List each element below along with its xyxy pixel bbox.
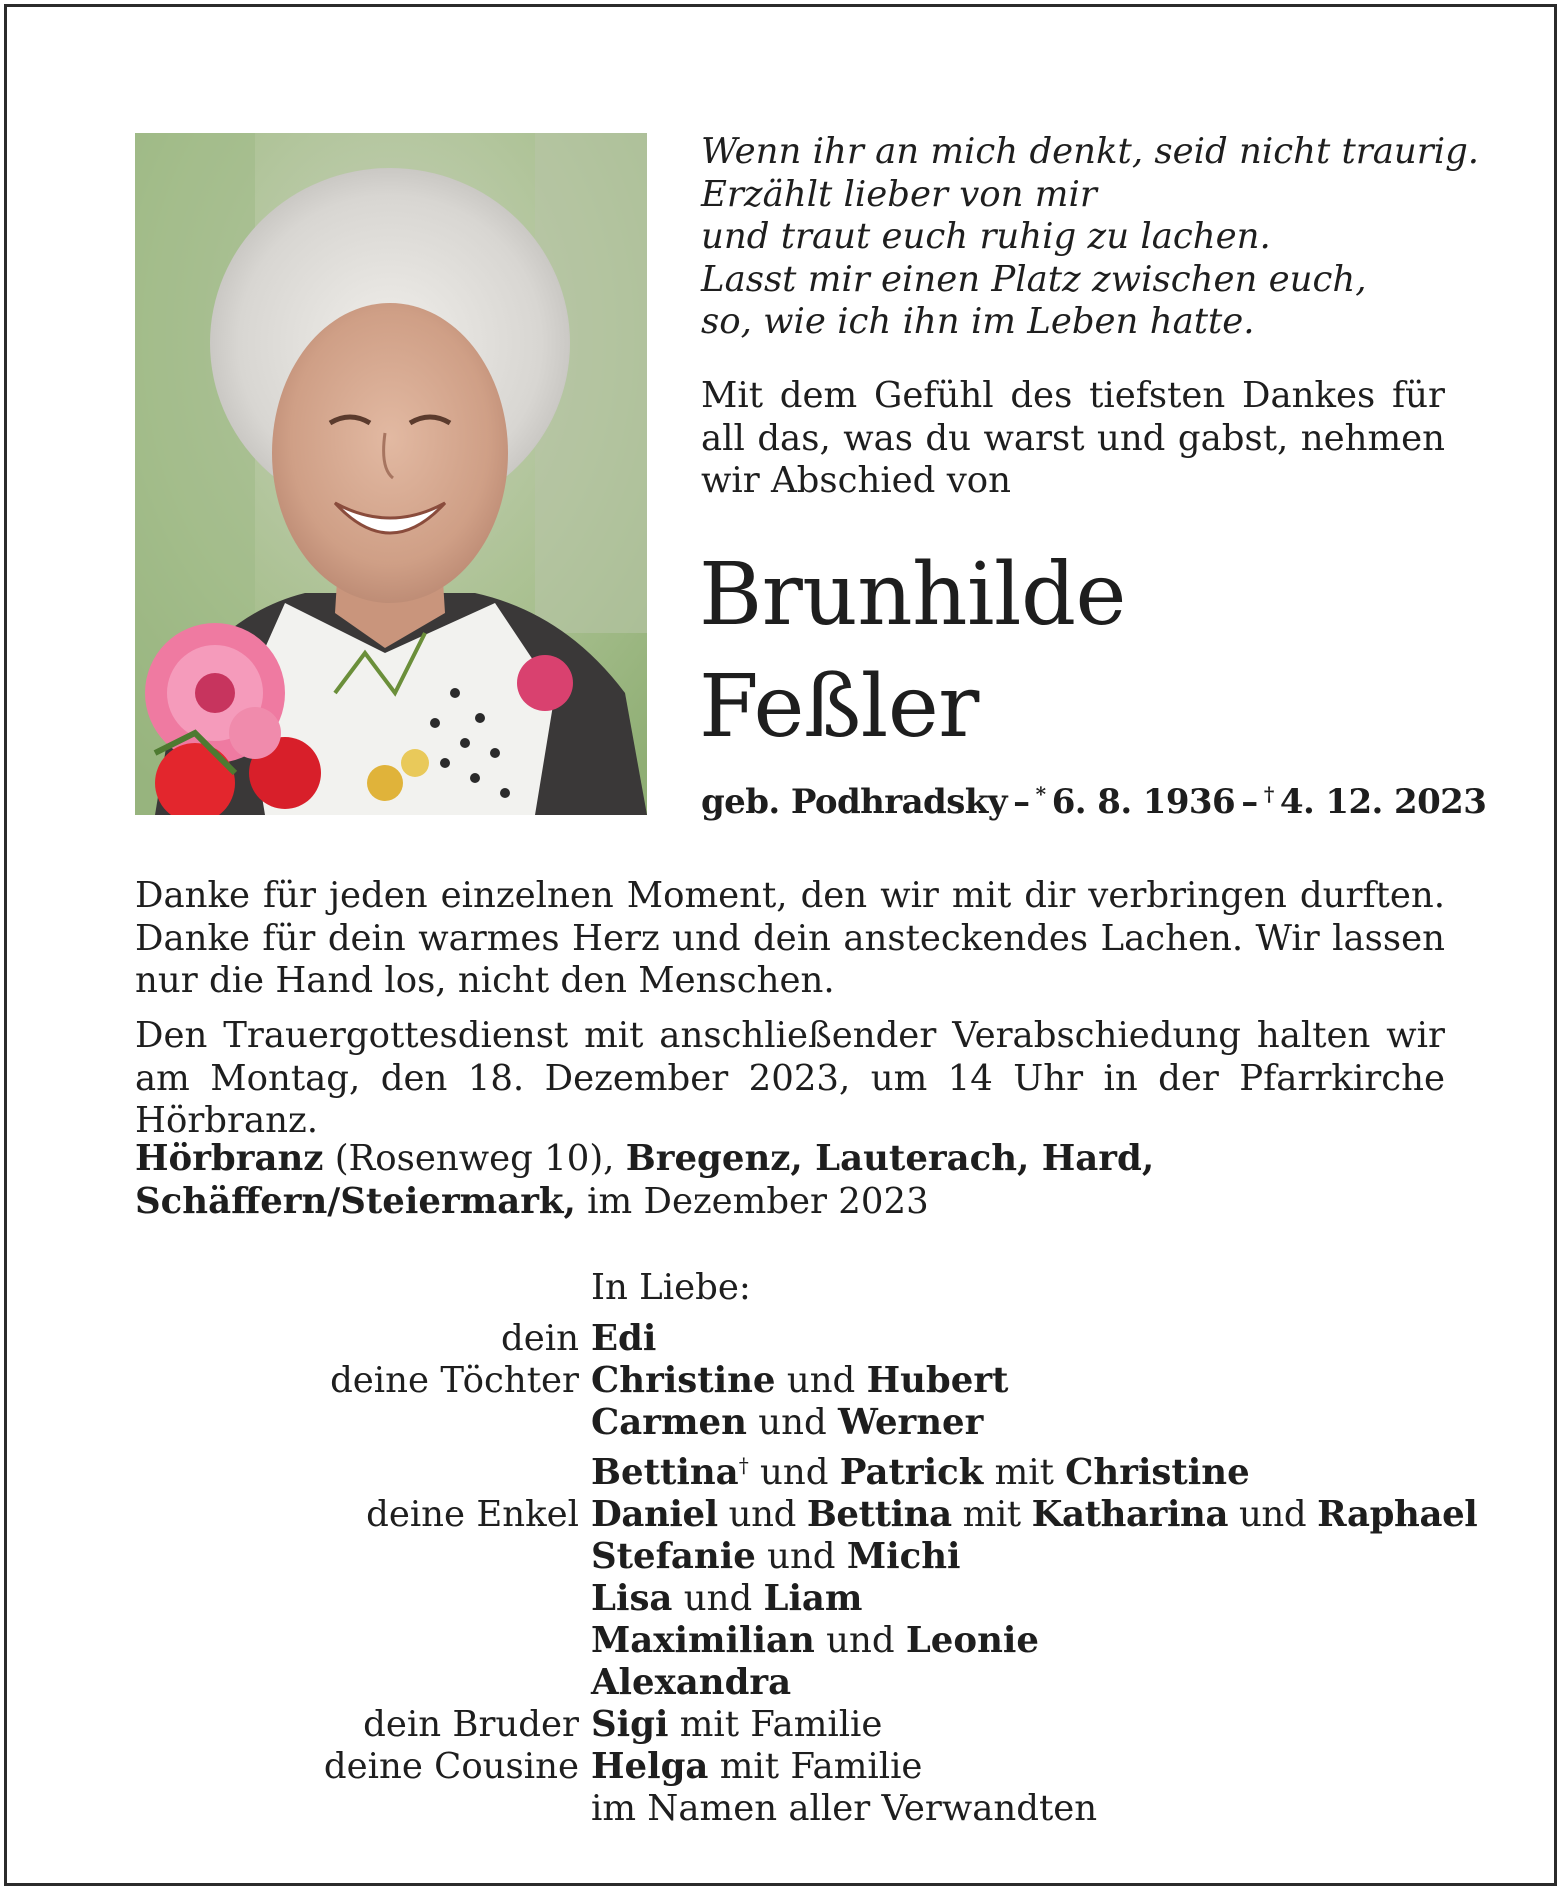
death-symbol: †: [1263, 782, 1274, 806]
poem-line: Wenn ihr an mich denkt, seid nicht traurig.: [701, 131, 1480, 172]
address: (Rosenweg 10),: [323, 1138, 626, 1179]
closing-line: im Namen aller Verwandten: [591, 1788, 1098, 1829]
poem-line: Erzählt lieber von mir: [701, 173, 1097, 215]
in-liebe-heading: In Liebe:: [591, 1267, 751, 1308]
members: Carmen und Werner: [591, 1402, 984, 1443]
relation-label: deine Töchter: [330, 1360, 579, 1401]
life-dates: [701, 782, 1486, 822]
relation-label: [135, 1578, 591, 1620]
family-row: [135, 1318, 1455, 1360]
death-date: 4. 12. 2023: [1279, 782, 1487, 822]
separator: –: [1241, 782, 1258, 822]
gratitude-paragraph: Danke für jeden einzelnen Moment, den wir mit dir verbringen durften. Danke für dein warmes Herz und dein ansteckendes Lachen. Wir lassen nur die Hand los, nicht den Menschen.: [135, 875, 1445, 1001]
members: Helga mit Familie: [591, 1746, 923, 1787]
place-and-date: [135, 1138, 1285, 1223]
members: Christine und Hubert: [591, 1360, 1009, 1401]
relation-label: dein Bruder: [363, 1704, 579, 1745]
relation-label: [135, 1662, 591, 1704]
family-row: [135, 1360, 1455, 1402]
members: Lisa und Liam: [591, 1578, 863, 1619]
birth-date: 6. 8. 1936: [1051, 782, 1236, 822]
last-name: Feßler: [699, 657, 979, 757]
relation-label: [135, 1788, 591, 1830]
relation-label: dein: [501, 1318, 579, 1359]
family-row: [135, 1494, 1478, 1536]
farewell-intro: Mit dem Gefühl des tiefsten Dankes für all das, was du warst und gabst, nehmen wir Abschied von: [701, 375, 1445, 501]
relation-label: [135, 1620, 591, 1662]
relation-label: [135, 1444, 591, 1494]
separator: –: [1013, 782, 1030, 822]
birth-symbol: *: [1035, 782, 1046, 806]
relation-label: deine Enkel: [366, 1494, 579, 1535]
family-row: [135, 1620, 1455, 1662]
other-towns-2: Schäffern/Steiermark,: [135, 1180, 576, 1222]
poem-line: Lasst mir einen Platz zwischen euch,: [701, 258, 1367, 300]
first-name: Brunhilde: [699, 545, 1126, 645]
maiden-name: geb. Podhradsky: [701, 782, 1007, 822]
portrait-photo: [135, 133, 647, 815]
family-row: [135, 1536, 1455, 1578]
poem-line: und traut euch ruhig zu lachen.: [701, 216, 1271, 257]
family-row: [135, 1444, 1455, 1494]
family-list: [135, 1318, 1478, 1830]
members: Stefanie und Michi: [591, 1536, 961, 1577]
obituary-card: [4, 4, 1557, 1886]
family-row: [135, 1662, 1455, 1704]
memorial-poem: [701, 131, 1480, 344]
poem-line: so, wie ich ihn im Leben hatte.: [701, 301, 1255, 342]
relation-label: [135, 1536, 591, 1578]
family-row: [135, 1788, 1455, 1830]
members: Bettina† und Patrick mit Christine: [591, 1452, 1250, 1493]
members: Daniel und Bettina mit Katharina und Raphael: [591, 1494, 1478, 1535]
town: Hörbranz: [135, 1138, 324, 1179]
deceased-name: [699, 539, 1126, 763]
family-row: [135, 1402, 1455, 1444]
members: Edi: [591, 1318, 657, 1359]
members: Alexandra: [591, 1662, 792, 1703]
other-towns-1: Bregenz, Lauterach, Hard,: [625, 1138, 1155, 1179]
members: Maximilian und Leonie: [591, 1620, 1039, 1661]
family-row: [135, 1704, 1455, 1746]
members: Sigi mit Familie: [591, 1704, 883, 1745]
relation-label: [135, 1402, 591, 1444]
family-row: [135, 1578, 1455, 1620]
service-paragraph: Den Trauergottesdienst mit anschließender Verabschiedung halten wir am Montag, den 18. Dezember 2023, um 14 Uhr in der Pfarrkirche Hörbranz.: [135, 1015, 1445, 1141]
issue-date: im Dezember 2023: [575, 1180, 929, 1222]
relation-label: deine Cousine: [323, 1746, 579, 1787]
family-row: [135, 1746, 1455, 1788]
